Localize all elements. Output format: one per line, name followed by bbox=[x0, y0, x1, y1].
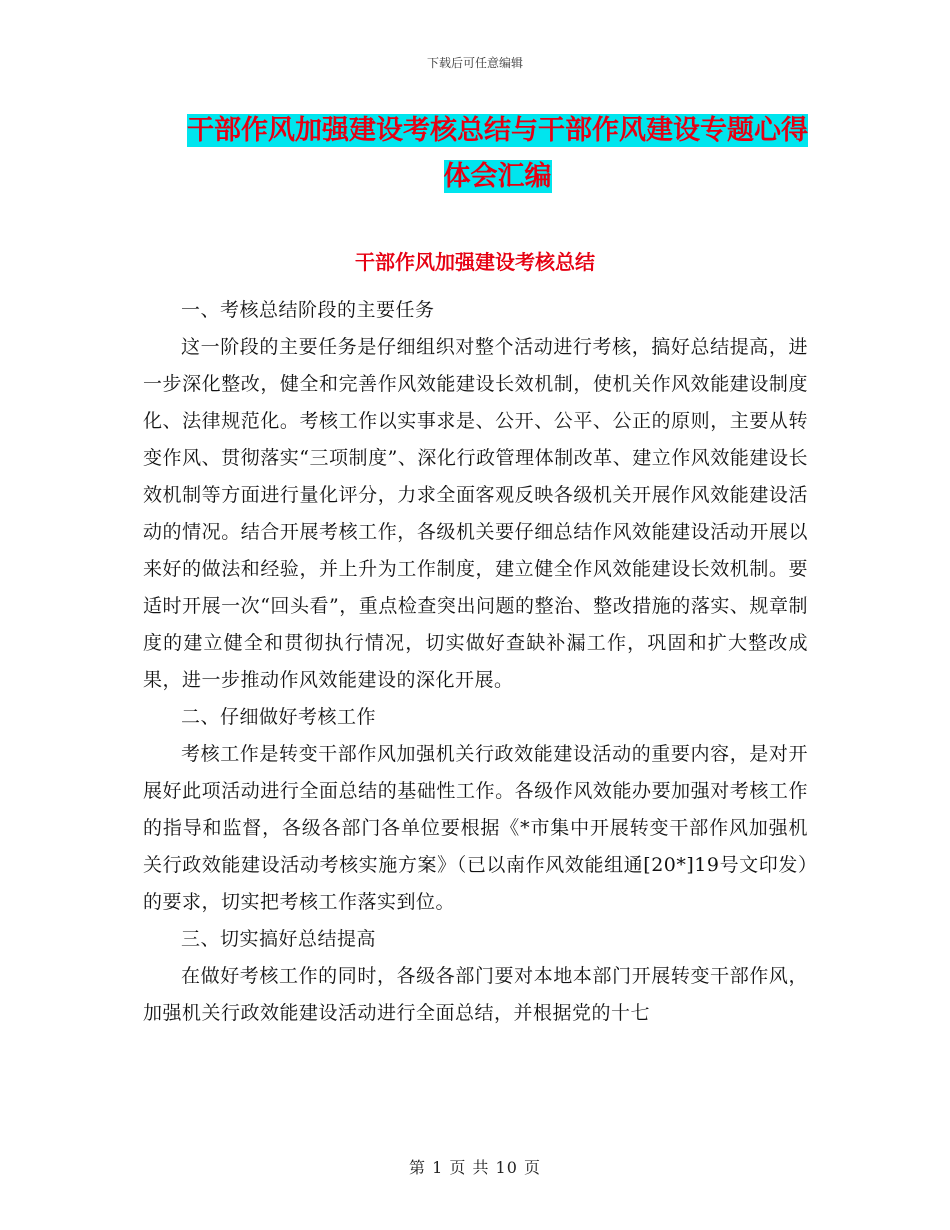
document-title bbox=[185, 108, 810, 200]
heading-2: 二、仔细做好考核工作 bbox=[181, 706, 377, 728]
section-title: 干部作风加强建设考核总结 bbox=[355, 250, 595, 274]
page-footer: 第 1 页 共 10 页 bbox=[409, 1158, 541, 1177]
paragraph-3: 在做好考核工作的同时，各级各部门要对本地本部门开展转变干部作风，加强机关行政效能建设活动进行全面总结，并根据党的十七 bbox=[143, 965, 808, 1024]
paragraph-1: 这一阶段的主要任务是仔细组织对整个活动进行考核，搞好总结提高，进一步深化整改，健全和完善作风效能建设长效机制，使机关作风效能建设制度化、法律规范化。考核工作以实事求是、公开、公平、公正的原则，主要从转变作风、贯彻落实“三项制度”、深化行政管理体制改革、建立作风效能建设长效机制等方面进行量化评分，力求全面客观反映各级机关开展作风效能建设活动的情况。结合开展考核工作，各级机关要仔细总结作风效能建设活动开展以来好的做法和经验，并上升为工作制度，建立健全作风效能建设长效机制。要适时开展一次“回头看”，重点检查突出问题的整治、整改措施的落实、规章制度的建立健全和贯彻执行情况，切实做好查缺补漏工作，巩固和扩大整改成果，进一步推动作风效能建设的深化开展。 bbox=[143, 336, 808, 691]
document-title-line-2: 体会汇编 bbox=[443, 161, 552, 192]
heading-3: 三、切实搞好总结提高 bbox=[181, 928, 377, 950]
header-note: 下载后可任意编辑 bbox=[426, 56, 523, 70]
heading-1: 一、考核总结阶段的主要任务 bbox=[181, 299, 435, 321]
paragraph-2: 考核工作是转变干部作风加强机关行政效能建设活动的重要内容，是对开展好此项活动进行全面总结的基础性工作。各级作风效能办要加强对考核工作的指导和监督，各级各部门各单位要根据《*市集中开展转变干部作风加强机关行政效能建设活动考核实施方案》（已以南作风效能组通[20*]19号文印发）的要求，切实把考核工作落实到位。 bbox=[143, 743, 808, 913]
document-title-line-1: 干部作风加强建设考核总结与干部作风建设专题心得 bbox=[187, 115, 808, 146]
body-text bbox=[143, 292, 808, 1032]
